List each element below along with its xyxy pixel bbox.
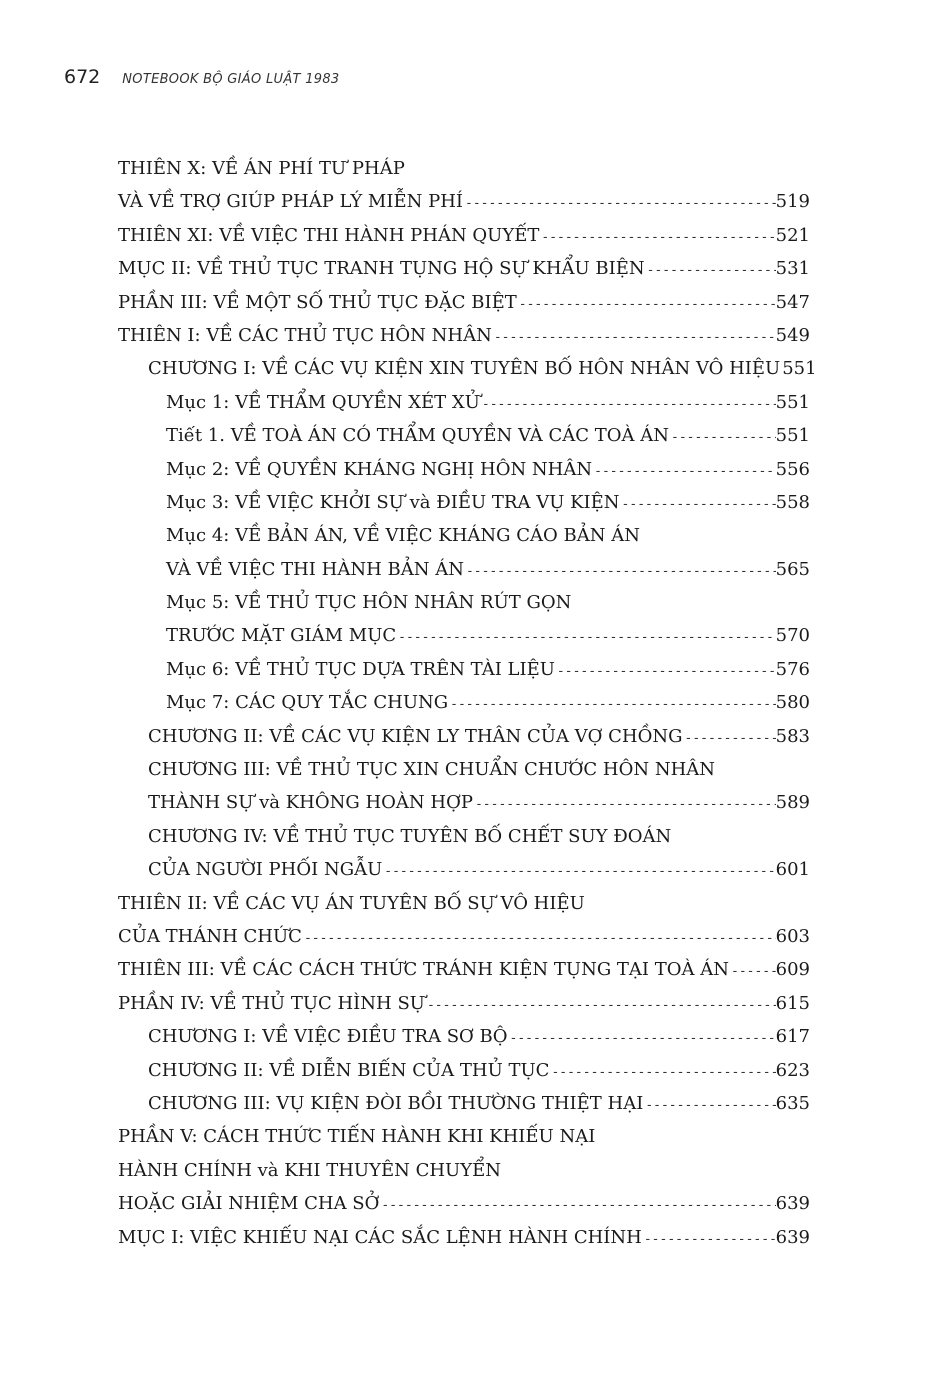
- toc-entry-page: 589: [775, 792, 810, 814]
- toc-entry-title: Mục 7: CÁC QUY TẮC CHUNG: [166, 692, 449, 714]
- dot-leader: [683, 722, 776, 755]
- toc-entry: [118, 252, 810, 285]
- toc-entry-title: Tiết 1. VỀ TOÀ ÁN CÓ THẨM QUYỀN VÀ CÁC TOÀ ÁN: [166, 425, 670, 447]
- toc-entry: [118, 820, 810, 853]
- dot-leader: [508, 1022, 776, 1055]
- toc-entry: [118, 219, 810, 252]
- toc-entry: [118, 553, 810, 586]
- toc-entry-page: 531: [775, 258, 810, 280]
- toc-entry: [118, 853, 810, 886]
- toc-entry-title: Mục 2: VỀ QUYỀN KHÁNG NGHỊ HÔN NHÂN: [166, 458, 593, 480]
- toc-entry-page: 570: [775, 625, 810, 647]
- toc-entry-page: 623: [775, 1059, 810, 1081]
- toc-entry-page: 551: [775, 391, 810, 413]
- toc-entry: [118, 987, 810, 1020]
- toc-entry-title: HOẶC GIẢI NHIỆM CHA SỞ: [118, 1193, 380, 1215]
- toc-entry: [118, 653, 810, 686]
- dot-leader: [379, 1189, 775, 1222]
- toc-entry-title: Mục 5: VỀ THỦ TỤC HÔN NHÂN RÚT GỌN: [166, 592, 572, 614]
- toc-entry-page: 547: [775, 291, 810, 313]
- toc-entry: [118, 619, 810, 652]
- dot-leader: [492, 321, 776, 354]
- toc-entry-title: CỦA NGƯỜI PHỐI NGẪU: [148, 859, 383, 881]
- toc-entry-page: 519: [775, 191, 810, 213]
- toc-entry-page: 549: [775, 324, 810, 346]
- toc-entry-page: 576: [775, 658, 810, 680]
- toc-entry: [118, 1221, 810, 1254]
- toc-entry-title: MỤC I: VIỆC KHIẾU NẠI CÁC SẮC LỆNH HÀNH CHÍNH: [118, 1226, 642, 1248]
- toc-entry-page: 551: [775, 425, 810, 447]
- toc-entry: [118, 386, 810, 419]
- toc-entry-title: TRƯỚC MẶT GIÁM MỤC: [166, 625, 397, 647]
- dot-leader: [425, 989, 776, 1022]
- toc-entry-title: HÀNH CHÍNH và KHI THUYÊN CHUYỂN: [118, 1159, 501, 1181]
- toc-entry-title: Mục 3: VỀ VIỆC KHỞI SỰ và ĐIỀU TRA VỤ KIỆN: [166, 491, 620, 513]
- toc-entry-page: 639: [775, 1193, 810, 1215]
- toc-entry: [118, 887, 810, 920]
- toc-entry-title: THIÊN I: VỀ CÁC THỦ TỤC HÔN NHÂN: [118, 324, 492, 346]
- toc-entry-page: 603: [775, 925, 810, 947]
- toc-entry: [118, 185, 810, 218]
- dot-leader: [620, 488, 776, 521]
- toc-entry: [118, 586, 810, 619]
- toc-entry-page: 617: [775, 1026, 810, 1048]
- toc-entry-page: 615: [775, 992, 810, 1014]
- dot-leader: [382, 855, 775, 888]
- toc-entry-page: 565: [775, 558, 810, 580]
- toc-entry-title: Mục 1: VỀ THẨM QUYỀN XÉT XỬ: [166, 391, 480, 413]
- toc-entry-title: CHƯƠNG I: VỀ CÁC VỤ KIỆN XIN TUYÊN BỐ HÔN NHÂN VÔ HIỆU: [148, 358, 781, 380]
- dot-leader: [669, 421, 776, 454]
- dot-leader: [302, 922, 776, 955]
- toc-entry-page: 609: [775, 959, 810, 981]
- dot-leader: [645, 254, 776, 287]
- dot-leader: [463, 187, 776, 220]
- toc-entry-title: VÀ VỀ TRỢ GIÚP PHÁP LÝ MIỄN PHÍ: [118, 191, 464, 213]
- dot-leader: [555, 655, 776, 688]
- dot-leader: [396, 621, 775, 654]
- dot-leader: [549, 1056, 775, 1089]
- toc-entry-title: CHƯƠNG I: VỀ VIỆC ĐIỀU TRA SƠ BỘ: [148, 1026, 508, 1048]
- toc-entry: [118, 920, 810, 953]
- toc-entry-title: CỦA THÁNH CHỨC: [118, 925, 302, 947]
- toc-entry-title: THIÊN X: VỀ ÁN PHÍ TƯ PHÁP: [118, 158, 405, 179]
- toc-entry: [118, 1087, 810, 1120]
- dot-leader: [539, 221, 775, 254]
- dot-leader: [729, 955, 776, 988]
- toc-entry: [118, 419, 810, 452]
- page-number: 672: [64, 66, 101, 88]
- toc-entry-title: CHƯƠNG II: VỀ CÁC VỤ KIỆN LY THÂN CỦA VỢ CHỒNG: [148, 725, 683, 747]
- dot-leader: [642, 1223, 776, 1256]
- toc-entry-page: 635: [775, 1092, 810, 1114]
- toc-entry-page: 521: [775, 224, 810, 246]
- toc-entry-title: MỤC II: VỀ THỦ TỤC TRANH TỤNG HỘ SỰ KHẨU BIỆN: [118, 258, 645, 280]
- toc-entry-page: 580: [775, 692, 810, 714]
- toc-entry-page: 558: [775, 491, 810, 513]
- toc-entry-title: PHẦN IV: VỀ THỦ TỤC HÌNH SỰ: [118, 992, 425, 1014]
- toc-entry-title: THIÊN XI: VỀ VIỆC THI HÀNH PHÁN QUYẾT: [118, 224, 540, 246]
- toc-entry-page: 556: [775, 458, 810, 480]
- toc-entry-title: Mục 4: VỀ BẢN ÁN, VỀ VIỆC KHÁNG CÁO BẢN ÁN: [166, 525, 640, 547]
- dot-leader: [464, 555, 776, 588]
- running-title: NOTEBOOK BỘ GIÁO LUẬT 1983: [122, 72, 340, 87]
- toc-entry: [118, 519, 810, 552]
- toc-entry-title: VÀ VỀ VIỆC THI HÀNH BẢN ÁN: [166, 558, 464, 580]
- dot-leader: [592, 455, 776, 488]
- toc-entry-title: CHƯƠNG III: VỀ THỦ TỤC XIN CHUẨN CHƯỚC HÔN NHÂN: [148, 759, 716, 781]
- toc-entry: [118, 486, 810, 519]
- page-header: [64, 66, 339, 88]
- toc-entry-title: PHẦN V: CÁCH THỨC TIẾN HÀNH KHI KHIẾU NẠI: [118, 1126, 596, 1148]
- dot-leader: [517, 288, 776, 321]
- dot-leader: [448, 688, 776, 721]
- toc-entry-title: THÀNH SỰ và KHÔNG HOÀN HỢP: [148, 792, 473, 814]
- toc-entry-page: 639: [775, 1226, 810, 1248]
- toc-entry: [118, 352, 817, 385]
- dot-leader: [473, 788, 776, 821]
- toc-entry: [118, 786, 810, 819]
- dot-leader: [480, 388, 776, 421]
- table-of-contents: [118, 152, 817, 1254]
- toc-entry: [118, 286, 810, 319]
- toc-entry-title: CHƯƠNG II: VỀ DIỄN BIẾN CỦA THỦ TỤC: [148, 1059, 550, 1081]
- toc-entry-page: 551: [782, 358, 817, 380]
- toc-entry-title: PHẦN III: VỀ MỘT SỐ THỦ TỤC ĐẶC BIỆT: [118, 291, 517, 313]
- toc-entry: [118, 753, 810, 786]
- toc-entry-page: 601: [775, 859, 810, 881]
- toc-entry-title: Mục 6: VỀ THỦ TỤC DỰA TRÊN TÀI LIỆU: [166, 658, 555, 680]
- toc-entry-title: THIÊN II: VỀ CÁC VỤ ÁN TUYÊN BỐ SỰ VÔ HIỆU: [118, 892, 585, 914]
- dot-leader: [643, 1089, 775, 1122]
- toc-entry: [118, 1154, 810, 1187]
- toc-entry-title: CHƯƠNG III: VỤ KIỆN ĐÒI BỒI THƯỜNG THIỆT HẠI: [148, 1092, 644, 1114]
- toc-entry: [118, 1020, 810, 1053]
- toc-entry: [118, 319, 810, 352]
- toc-entry: [118, 953, 810, 986]
- toc-entry-page: 583: [775, 725, 810, 747]
- toc-entry: [118, 1120, 810, 1153]
- toc-entry: [118, 453, 810, 486]
- toc-entry-title: THIÊN III: VỀ CÁC CÁCH THỨC TRÁNH KIỆN TỤNG TẠI TOÀ ÁN: [118, 959, 729, 981]
- toc-entry: [118, 152, 810, 185]
- toc-entry: [118, 720, 810, 753]
- toc-entry: [118, 1054, 810, 1087]
- toc-entry: [118, 1187, 810, 1220]
- toc-entry: [118, 686, 810, 719]
- toc-entry-title: CHƯƠNG IV: VỀ THỦ TỤC TUYÊN BỐ CHẾT SUY ĐOÁN: [148, 825, 672, 847]
